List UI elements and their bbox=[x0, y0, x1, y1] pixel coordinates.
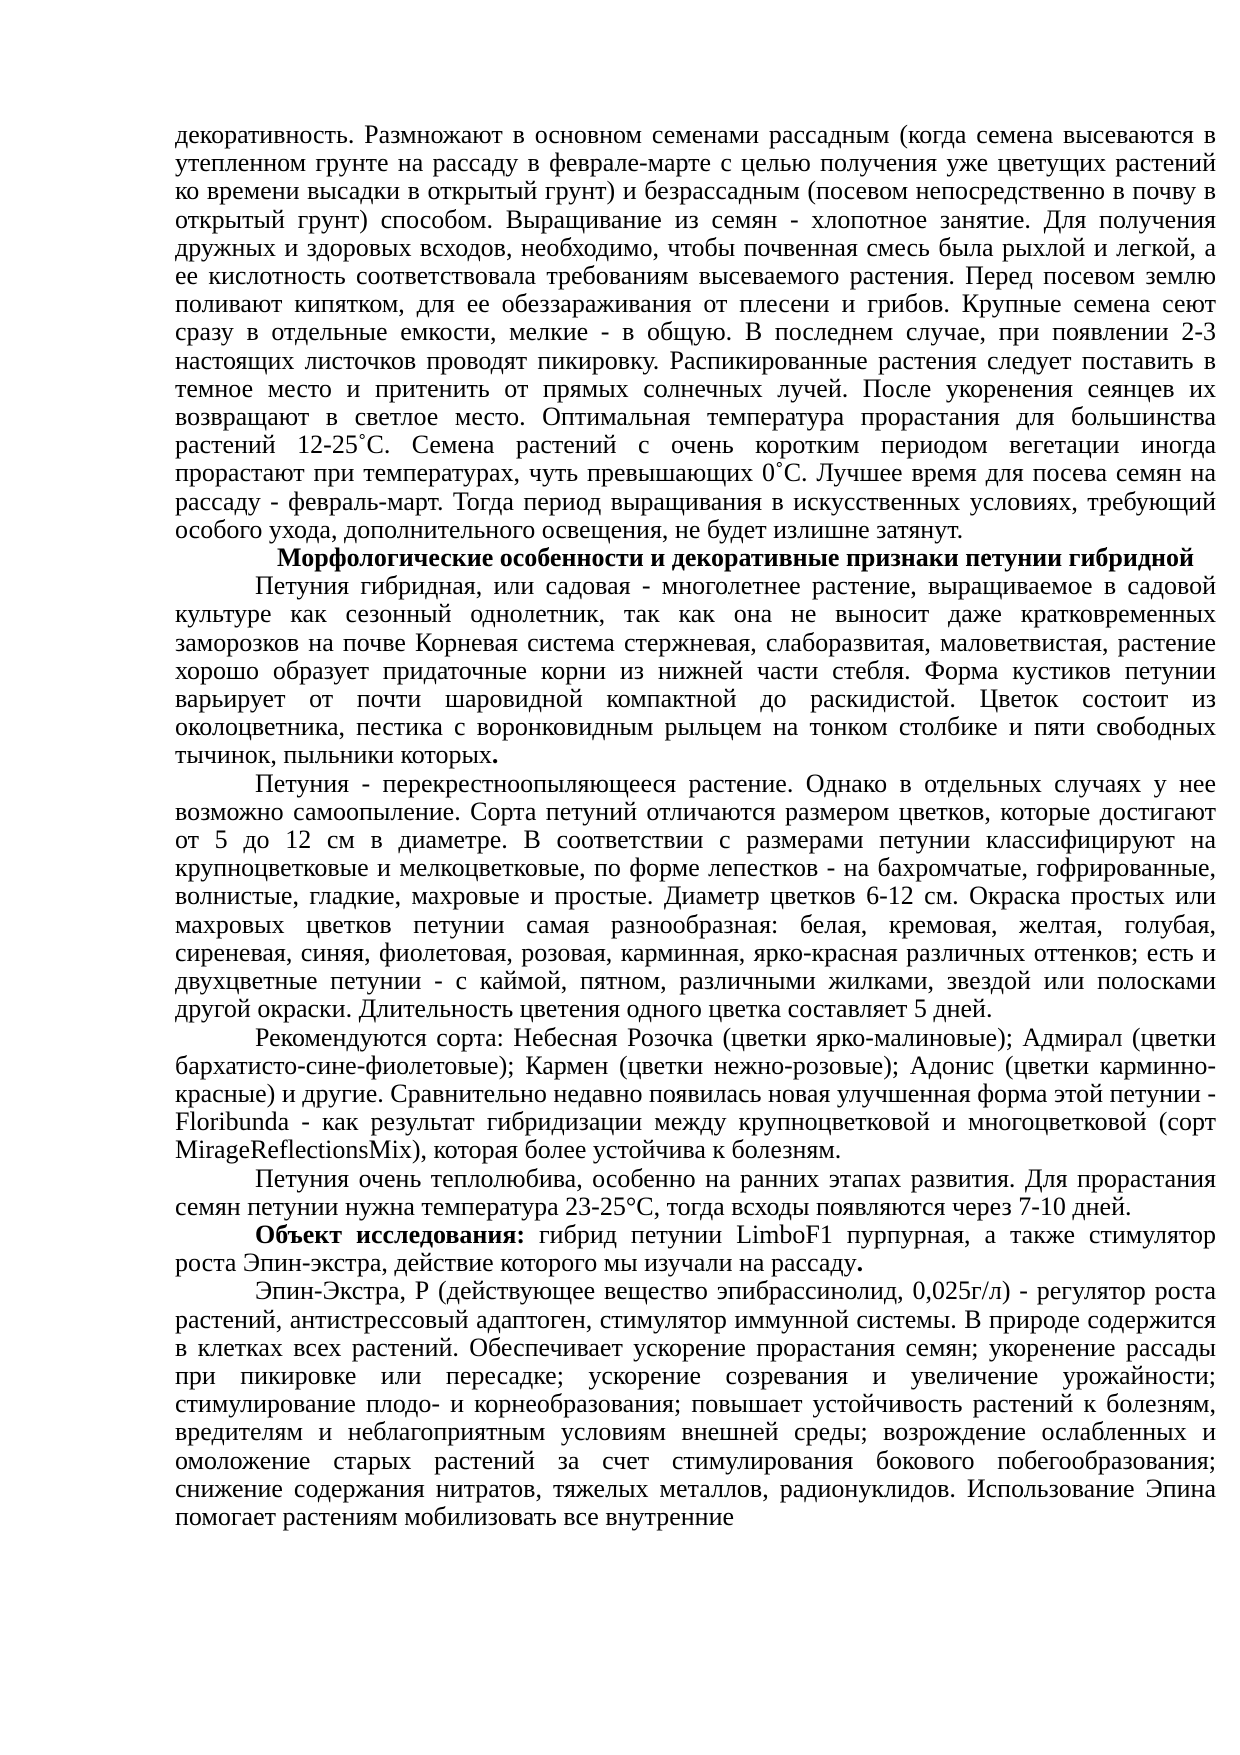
text-run: Петуния - перекрестноопыляющееся растение. Однако в отдельных случаях у нее возможно самоопыление. Сорта петуний отличаются размером цветков, которые достигают от 5 до 12 см в диаметре. В соответствии с размерами петунии классифицируют на крупноцветковые и мелкоцветковые, по форме лепестков - на бахромчатые, гофрированные, волнистые, гладкие, махровые и простые. Диаметр цветков 6-12 см. Окраска простых или махровых цветков петунии самая разнообразная: белая, кремовая, желтая, голубая, сиреневая, синяя, фиолетовая, розовая, карминная, ярко-красная различных оттенков; есть и двухцветные петунии - с каймой, пятном, различными жилками, звездой или полосками другой окраски. Длительность цветения одного цветка составляет 5 дней. bbox=[175, 768, 1216, 1024]
text-run: Петуния гибридная, или садовая - многолетнее растение, выращиваемое в садовой культуре как сезонный однолетник, так как она не выносит даже кратковременных заморозков на почве Корневая система стержневая, слаборазвитая, маловетвистая, растение хорошо образует придаточные корни из нижней части стебля. Форма кустиков петунии варьирует от почти шаровидной компактной до раскидистой. Цветок состоит из околоцветника, пестика с воронковидным рыльцем на тонком столбике и пяти свободных тычинок, пыльники которых bbox=[175, 571, 1216, 770]
text-run: декоративность. Размножают в основном семенами рассадным (когда семена высеваются в утепленном грунте на рассаду в феврале-марте с целью получения уже цветущих растений ко времени высадки в открытый грунт) и безрассадным (посевом непосредственно в почву в открытый грунт) способом. Выращивание из семян - хлопотное занятие. Для получения дружных и здоровых всходов, необходимо, чтобы почвенная смесь была рыхлой и легкой, а ее кислотность соответствовала требованиям высеваемого растения. Перед посевом землю поливают кипятком, для ее обеззараживания от плесени и грибов. Крупные семена сеют сразу в отдельные емкости, мелкие - в общую. В последнем случае, при появлении 2-3 настоящих листочков проводят пикировку. Распикированные растения следует поставить в темное место и притенить от прямых солнечных лучей. После укоренения сеянцев их возвращают в светлое место. Оптимальная температура прорастания для большинства растений 12-25˚С. Семена растений с очень коротким периодом вегетации иногда прорастают при температурах, чуть превышающих 0˚С. Лучшее время для посева семян на рассаду - февраль-март. Тогда период выращивания в искусственных условиях, требующий особого ухода, дополнительного освещения, не будет излишне затянут. bbox=[175, 120, 1216, 544]
paragraph bbox=[175, 572, 1216, 769]
paragraph bbox=[175, 1277, 1216, 1531]
bold-text-run: Морфологические особенности и декоративные признаки петунии гибридной bbox=[277, 543, 1194, 573]
paragraph bbox=[175, 770, 1216, 1024]
paragraph bbox=[175, 121, 1216, 544]
paragraph bbox=[175, 1024, 1216, 1165]
text-run: гибрид петунии LimboF1 пурпурная, а также стимулятор роста Эпин-экстра, действие которого мы изучали на рассаду bbox=[175, 1219, 1217, 1278]
text-run: Петуния очень теплолюбива, особенно на ранних этапах развития. Для прорастания семян петунии нужна температура 23-25°С, тогда всходы появляются через 7-10 дней. bbox=[175, 1163, 1216, 1221]
text-run: Рекомендуются сорта: Небесная Розочка (цветки ярко-малиновые); Адмирал (цветки бархатисто-сине-фиолетовые); Кармен (цветки нежно-розовые); Адонис (цветки карминно-красные) и другие. Сравнительно недавно появилась новая улучшенная форма этой петунии - Floribunda - как результат гибридизации между крупноцветковой и многоцветковой (сорт MirageReflectionsMix), которая более устойчива к болезням. bbox=[175, 1022, 1216, 1165]
text-run: Эпин-Экстра, Р (действующее вещество эпибрассинолид, 0,025г/л) - регулятор роста растений, антистрессовый адаптоген, стимулятор иммунной системы. В природе содержится в клетках всех растений. Обеспечивает ускорение прорастания семян; укоренение рассады при пикировке или пересадке; ускорение созревания и увеличение урожайности; стимулирование плодо- и корнеобразования; повышает устойчивость растений к болезням, вредителям и неблагоприятным условиям внешней среды; возрождение ослабленных и омоложение старых растений за счет стимулирования бокового побегообразования; снижение содержания нитратов, тяжелых металлов, радионуклидов. Использование Эпина помогает растениям мобилизовать все внутренние bbox=[175, 1276, 1216, 1531]
document-text-body bbox=[175, 121, 1216, 1531]
section-heading bbox=[255, 544, 1216, 572]
bold-text-run: Объект исследования: bbox=[255, 1219, 526, 1249]
bold-text-run: . bbox=[491, 740, 499, 770]
paragraph bbox=[175, 1165, 1216, 1221]
bold-text-run: . bbox=[856, 1248, 864, 1278]
paragraph bbox=[175, 1221, 1216, 1277]
